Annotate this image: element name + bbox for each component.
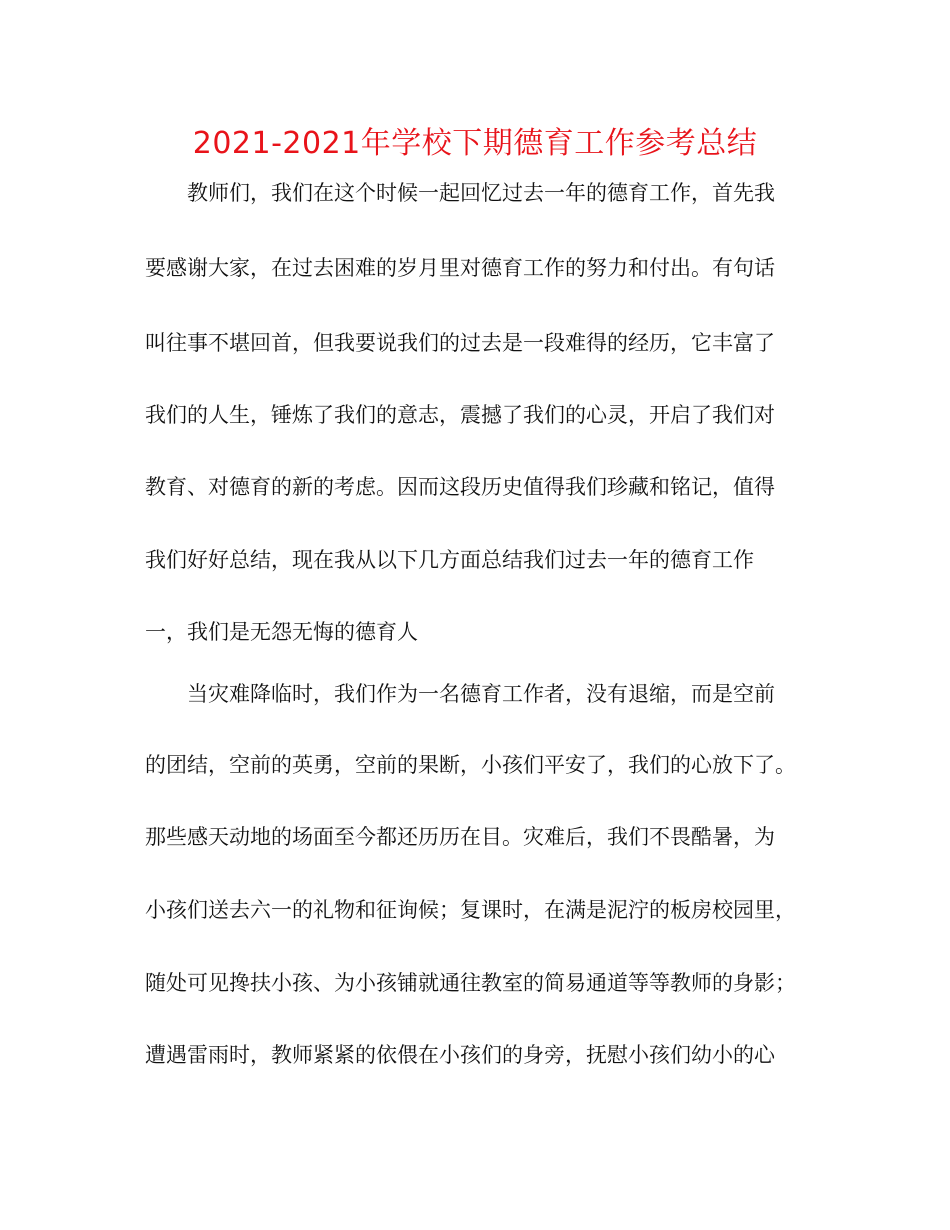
paragraph-line: 我们好好总结，现在我从以下几方面总结我们过去一年的德育工作 (145, 548, 754, 572)
paragraph-line: 当灾难降临时，我们作为一名德育工作者，没有退缩，而是空前 (187, 682, 775, 706)
paragraph-line: 遭遇雷雨时，教师紧紧的依偎在小孩们的身旁，抚慰小孩们幼小的心 (145, 1043, 775, 1067)
paragraph-line: 我们的人生，锤炼了我们的意志，震撼了我们的心灵，开启了我们对 (145, 403, 775, 427)
paragraph-line: 教育、对德育的新的考虑。因而这段历史值得我们珍藏和铭记，值得 (145, 475, 775, 499)
paragraph-line: 要感谢大家，在过去困难的岁月里对德育工作的努力和付出。有句话 (145, 256, 775, 280)
paragraph-line: 随处可见搀扶小孩、为小孩铺就通往教室的简易通道等等教师的身影； (145, 971, 796, 995)
paragraph-line: 叫往事不堪回首，但我要说我们的过去是一段难得的经历，它丰富了 (145, 331, 775, 355)
section-heading: 一，我们是无怨无悔的德育人 (145, 620, 418, 644)
paragraph-line: 教师们，我们在这个时候一起回忆过去一年的德育工作，首先我 (187, 181, 775, 205)
document-title: 2021-2021年学校下期德育工作参考总结 (192, 126, 758, 161)
paragraph-line: 小孩们送去六一的礼物和征询候；复课时，在满是泥泞的板房校园里， (145, 898, 796, 922)
paragraph-line: 的团结，空前的英勇，空前的果断，小孩们平安了，我们的心放下了。 (145, 753, 796, 777)
paragraph-line: 那些感天动地的场面至今都还历历在目。灾难后，我们不畏酷暑，为 (145, 825, 775, 849)
